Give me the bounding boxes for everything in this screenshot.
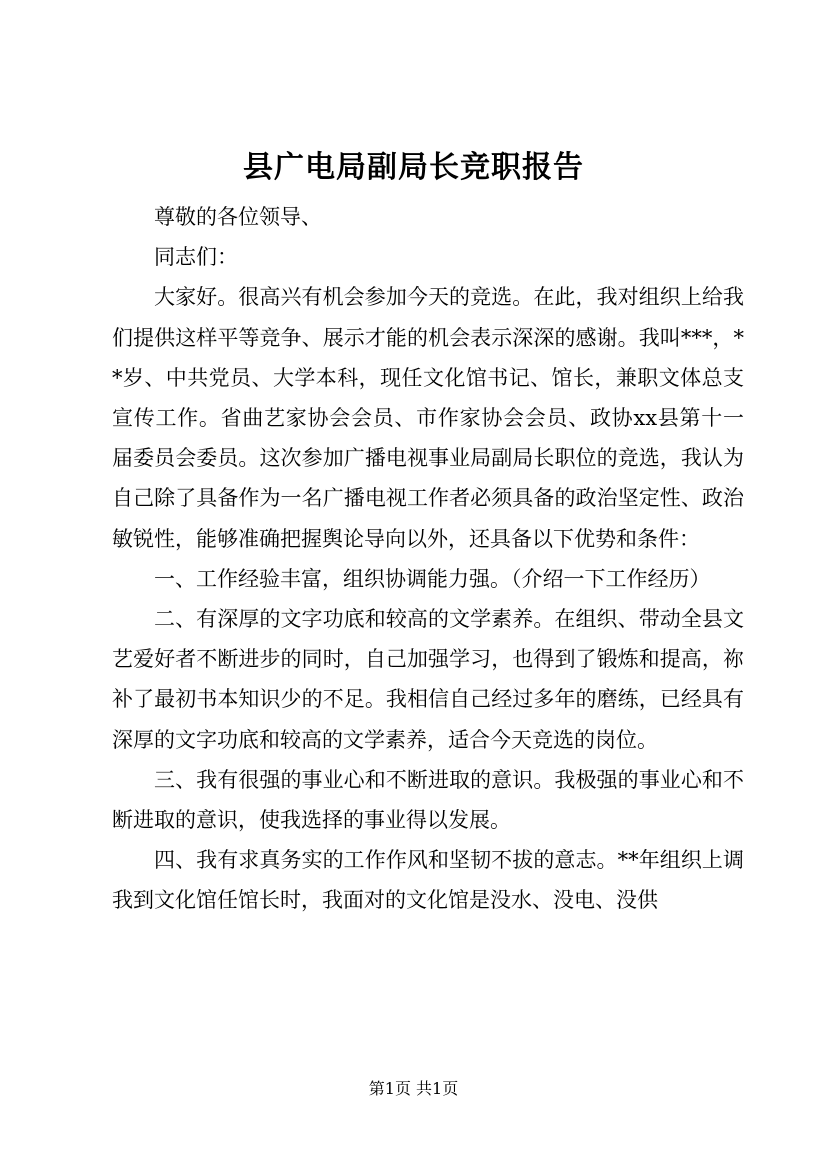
paragraph-introduction: 大家好。很高兴有机会参加今天的竞选。在此，我对组织上给我们提供这样平等竞争、展示才能的机会表示深深的感谢。我叫***，**岁、中共党员、大学本科，现任文化馆书记、馆长，兼职文体总支宣传工作。省曲艺家协会会员、市作家协会会员、政协xx县第十一届委员会委员。这次参加广播电视事业局副局长职位的竞选，我认为自己除了具备作为一名广播电视工作者必须具备的政治坚定性、政治敏锐性，能够准确把握舆论导向以外，还具备以下优势和条件： — [112, 285, 744, 551]
document-body — [112, 197, 744, 921]
paragraph-point-1: 一、工作经验丰富，组织协调能力强。（介绍一下工作经历） — [154, 566, 711, 591]
salutation-line-2: 同志们： — [154, 245, 238, 270]
paragraph-point-4: 四、我有求真务实的工作作风和坚韧不拔的意志。**年组织上调我到文化馆任馆长时，我面对的文化馆是没水、没电、没供 — [112, 848, 744, 913]
paragraph-point-2: 二、有深厚的文字功底和较高的文学素养。在组织、带动全县文艺爱好者不断进步的同时，自己加强学习，也得到了锻炼和提高，祢补了最初书本知识少的不足。我相信自己经过多年的磨练，已经具有深厚的文字功底和较高的文学素养，适合今天竞选的岗位。 — [112, 607, 744, 752]
paragraph-point-3: 三、我有很强的事业心和不断进取的意识。我极强的事业心和不断进取的意识，使我选择的事业得以发展。 — [112, 767, 744, 833]
salutation-line-1: 尊敬的各位领导、 — [154, 205, 322, 229]
page-footer: 第1页 共1页 — [368, 1079, 459, 1098]
document-title: 县广电局副局长竞职报告 — [243, 150, 584, 185]
